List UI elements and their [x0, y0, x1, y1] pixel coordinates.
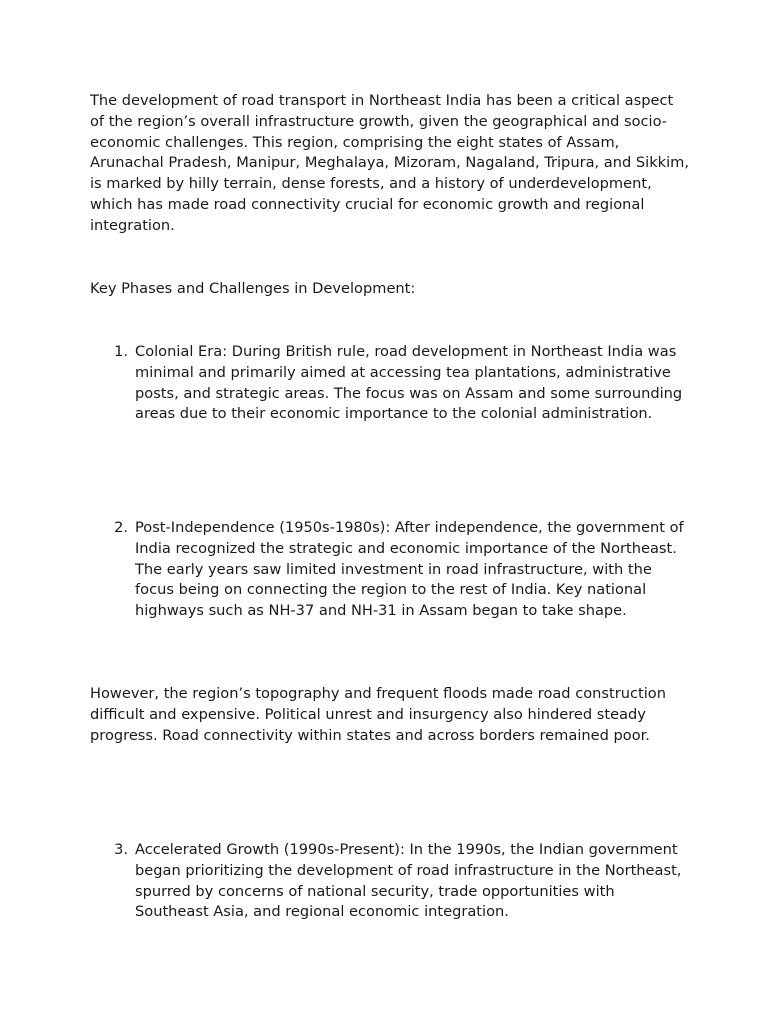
however-paragraph: However, the region’s topography and frequent floods made road construction difficult and expensive. Political unrest and insurgency also hindered steady progress. Road connectivity within states and across borders remained poor. — [90, 685, 666, 744]
list-number: 3. — [114, 841, 128, 858]
section-heading: Key Phases and Challenges in Development: — [90, 280, 416, 297]
intro-paragraph: The development of road transport in Northeast India has been a critical aspect of the region’s overall infrastructure growth, given the geographical and socio-economic challenges. This region, comprising the eight states of Assam, Arunachal Pradesh, Manipur, Meghalaya, Mizoram, Nagaland, Tripura, and Sikkim, is marked by hilly terrain, dense forests, and a history of underdevelopment, which has made road connectivity crucial for economic growth and regional integration. — [90, 92, 690, 234]
list-item-text: Accelerated Growth (1990s-Present): In the 1990s, the Indian government began prioritizing the development of road infrastructure in the Northeast, spurred by concerns of national security, trade opportunities with Southeast Asia, and regional economic integration. — [135, 841, 682, 921]
list-item-text: Post-Independence (1950s-1980s): After independence, the government of India recognized the strategic and economic importance of the Northeast. The early years saw limited investment in road infrastructure, with the focus being on connecting the region to the rest of India. Key national highways such as NH-37 and NH-31 in Assam began to take shape. — [135, 519, 684, 620]
list-number: 1. — [114, 343, 128, 360]
list-item — [90, 518, 690, 622]
list-item — [90, 840, 690, 923]
list-item — [90, 342, 690, 425]
list-item-text: Colonial Era: During British rule, road development in Northeast India was minimal and primarily aimed at accessing tea plantations, administrative posts, and strategic areas. The focus was on Assam and some surrounding areas due to their economic importance to the colonial administration. — [135, 343, 683, 423]
list-number: 2. — [114, 519, 128, 536]
